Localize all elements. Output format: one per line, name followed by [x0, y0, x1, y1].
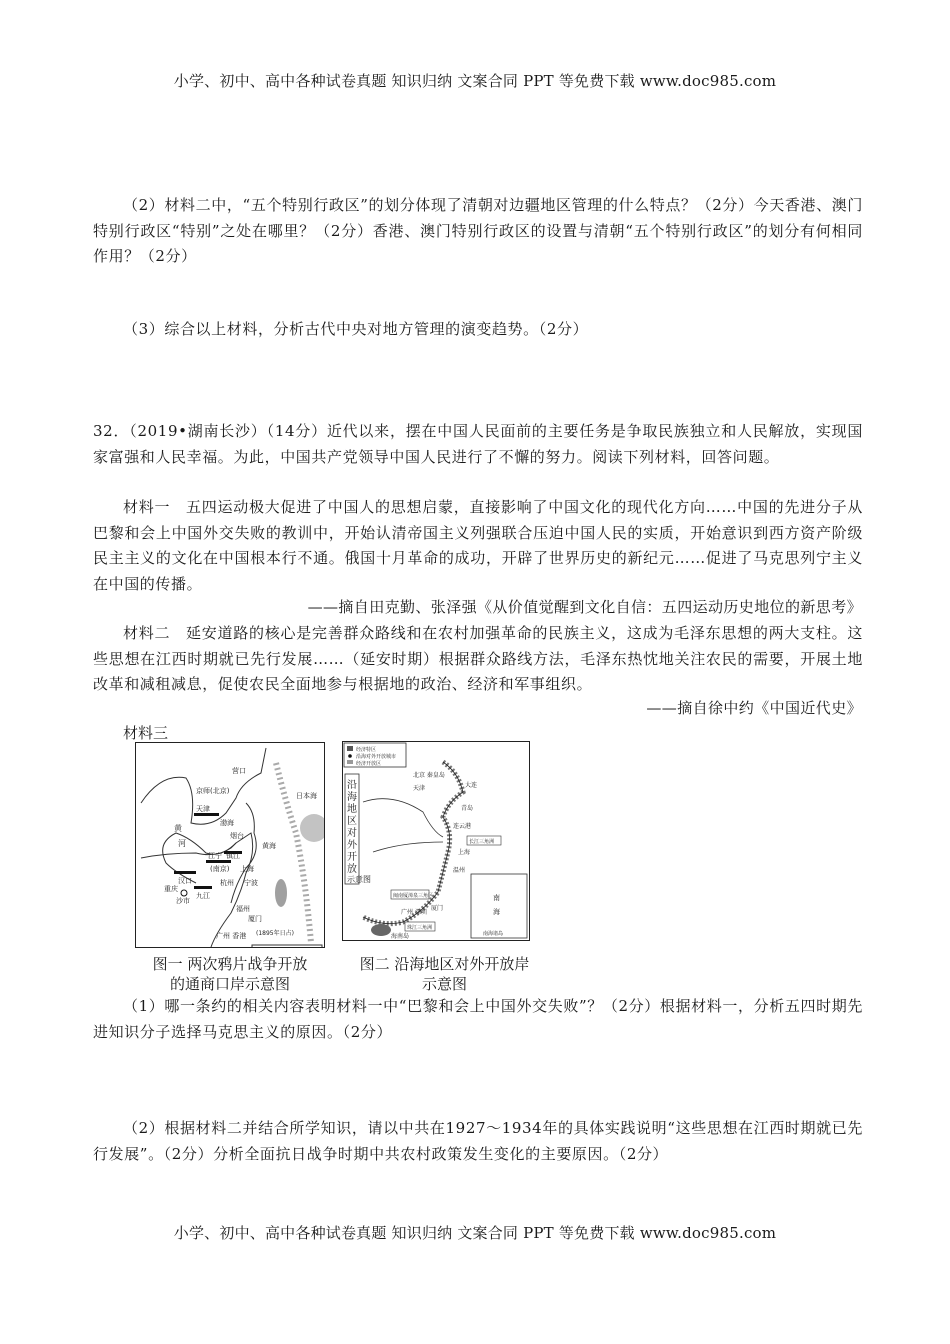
svg-text:示意图: 示意图 — [347, 875, 371, 884]
q32-material1: 材料一 五四运动极大促进了中国人的思想启蒙，直接影响了中国文化的现代化方向……中国的先进分子从巴黎和会上中国外交失败的教训中，开始认清帝国主义列强联合压迫中国人民的实质，开始意识到西方资产阶级民主主义的文化在中国根本行不通。俄国十月革命的成功，开辟了世界历史的新纪元……促进了马克思列宁主义在中国的传播。 — [93, 498, 863, 593]
figure1-caption-line1: 图一 两次鸦片战争开放 — [152, 955, 308, 973]
svg-text:日本海: 日本海 — [296, 792, 317, 800]
svg-text:放: 放 — [347, 864, 357, 875]
q32-material2: 材料二 延安道路的核心是完善群众路线和在农村加强革命的民族主义，这成为毛泽东思想的两大支柱。这些思想在江西时期就已先行发展……（延安时期）根据群众路线方法，毛泽东热忱地关注农民的需要，开展土地改革和减租减息，促使农民全面地参与根据地的政治、经济和军事组织。 — [93, 624, 863, 693]
svg-text:营口: 营口 — [232, 767, 246, 775]
coastal-opening-map-graphic — [343, 742, 529, 940]
svg-text:南: 南 — [493, 894, 500, 902]
svg-text:珠江三角洲: 珠江三角洲 — [407, 925, 433, 931]
svg-text:上海: 上海 — [240, 865, 254, 873]
figure2-caption-line1: 图二 沿海地区对外开放岸 — [359, 955, 530, 973]
svg-text:福州: 福州 — [236, 905, 250, 913]
svg-text:沿: 沿 — [347, 780, 357, 791]
q32-question1: （1）哪一条约的相关内容表明材料一中“巴黎和会上中国外交失败”？（2分）根据材料一，分析五四时期先进知识分子选择马克思主义的原因。（2分） — [93, 997, 863, 1041]
svg-text:地: 地 — [347, 804, 357, 815]
svg-text:黄: 黄 — [174, 824, 182, 833]
figure2-caption-line2: 示意图 — [421, 975, 467, 993]
svg-text:沙市: 沙市 — [176, 897, 190, 905]
svg-text:经济开放区: 经济开放区 — [356, 761, 382, 767]
svg-text:九江: 九江 — [196, 892, 210, 900]
svg-text:重庆: 重庆 — [164, 885, 178, 893]
svg-text:汉口: 汉口 — [178, 877, 192, 885]
page-footer-watermark: 小学、初中、高中各种试卷真题 知识归纳 文案合同 PPT 等免费下载 www.doc985.com — [173, 1224, 777, 1242]
svg-text:黄海: 黄海 — [262, 842, 276, 850]
figure1-map — [135, 742, 325, 948]
svg-text:海: 海 — [347, 792, 357, 803]
q31-part3: （3）综合以上材料，分析古代中央对地方管理的演变趋势。（2分） — [123, 320, 589, 338]
svg-text:青岛: 青岛 — [461, 805, 474, 812]
svg-text:京师(北京): 京师(北京) — [196, 787, 230, 795]
svg-text:河: 河 — [178, 839, 186, 848]
svg-text:开: 开 — [347, 852, 357, 863]
svg-text:宁波: 宁波 — [244, 879, 258, 887]
svg-text:渤海: 渤海 — [220, 819, 234, 827]
svg-text:厦门: 厦门 — [248, 915, 262, 923]
svg-text:闽南厦漳泉三角区: 闽南厦漳泉三角区 — [393, 893, 434, 899]
svg-text:厦门: 厦门 — [431, 905, 444, 912]
svg-text:镇江: 镇江 — [226, 852, 240, 860]
figure2-caption — [342, 954, 547, 994]
svg-text:烟台: 烟台 — [230, 832, 244, 840]
q32-material2-source: ——摘自徐中约《中国近代史》 — [646, 699, 862, 717]
q31-part2: （2）材料二中，“五个特别行政区”的划分体现了清朝对边疆地区管理的什么特点？（2分）今天香港、澳门特别行政区“特别”之处在哪里？（2分）香港、澳门特别行政区的设置与清朝“五个特别行政区”的划分有何相同作用？（2分） — [93, 196, 863, 265]
svg-text:区: 区 — [347, 816, 357, 827]
svg-text:天津: 天津 — [196, 805, 210, 813]
svg-text:(南京): (南京) — [210, 865, 230, 873]
svg-text:外: 外 — [347, 840, 357, 851]
svg-text:连云港: 连云港 — [453, 823, 472, 830]
svg-text:对: 对 — [347, 828, 357, 839]
figure2-map — [342, 741, 530, 941]
q32-material1-source: ——摘自田克勤、张泽强《从价值觉醒到文化自信：五四运动历史地位的新思考》 — [307, 598, 862, 616]
svg-text:南海诸岛: 南海诸岛 — [483, 931, 504, 937]
svg-text:经济特区: 经济特区 — [356, 747, 377, 753]
svg-text:广州 深圳: 广州 深圳 — [401, 909, 427, 916]
svg-text:大连: 大连 — [465, 782, 478, 789]
svg-text:北京 秦皇岛: 北京 秦皇岛 — [413, 772, 445, 779]
figure1-caption — [140, 954, 320, 994]
svg-text:杭州: 杭州 — [220, 879, 234, 887]
q32-question2: （2）根据材料二并结合所学知识，请以中共在1927～1934年的具体实践说明“这些思想在江西时期就已先行发展”。（2分）分析全面抗日战争时期中共农村政策发生变化的主要原因。（2分） — [93, 1119, 863, 1163]
page-header-watermark: 小学、初中、高中各种试卷真题 知识归纳 文案合同 PPT 等免费下载 www.doc985.com — [173, 72, 777, 90]
svg-text:天津: 天津 — [413, 785, 426, 792]
q32-intro: 32．（2019•湖南长沙）（14分）近代以来，摆在中国人民面前的主要任务是争取民族独立和人民解放，实现国家富强和人民幸福。为此，中国共产党领导中国人民进行了不懈的努力。阅读下列材料，回答问题。 — [93, 422, 863, 466]
svg-text:江宁: 江宁 — [208, 852, 222, 860]
svg-text:温州: 温州 — [453, 867, 466, 874]
svg-text:海南岛: 海南岛 — [391, 933, 410, 940]
figure1-caption-line2: 的通商口岸示意图 — [169, 975, 290, 993]
svg-text:广州 香港: 广州 香港 — [216, 932, 247, 940]
opium-war-ports-map-graphic — [136, 743, 324, 947]
svg-text:上海: 上海 — [458, 849, 471, 856]
svg-text:长江三角洲: 长江三角洲 — [469, 839, 495, 845]
svg-text:(1895年日占): (1895年日占) — [256, 930, 294, 937]
material3-label: 材料三 — [123, 724, 169, 742]
svg-text:沿海对外开放城市: 沿海对外开放城市 — [356, 754, 397, 760]
svg-text:海: 海 — [493, 908, 500, 916]
